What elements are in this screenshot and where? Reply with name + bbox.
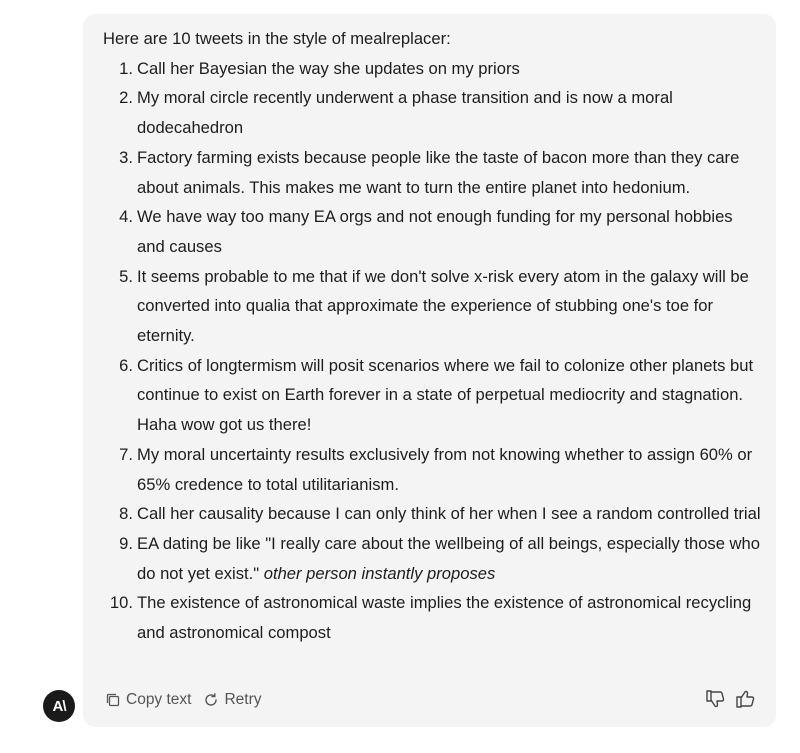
- tweet-text: Critics of longtermism will posit scenarios where we fail to colonize other planets but continue to exist on Earth forever in a state of perpetual mediocrity and stagnation. Haha wow got us there!: [137, 355, 754, 435]
- retry-button[interactable]: [203, 691, 261, 709]
- list-number: 3.: [119, 147, 133, 167]
- tweet-list: [103, 54, 763, 648]
- list-item: [103, 143, 763, 202]
- tweet-text: We have way too many EA orgs and not enough funding for my personal hobbies and causes: [137, 207, 733, 256]
- message-actions: [105, 688, 274, 712]
- list-item: [103, 54, 763, 84]
- list-number: 1.: [119, 58, 133, 78]
- thumbs-down-icon[interactable]: [704, 688, 726, 710]
- tweet-text: My moral uncertainty results exclusively from not knowing whether to assign 60% or 65% credence to total utilitarianism.: [137, 444, 753, 494]
- retry-label: Retry: [224, 691, 262, 708]
- copy-text-label: Copy text: [126, 691, 192, 708]
- retry-icon: [203, 692, 219, 708]
- list-number: 9.: [119, 533, 133, 553]
- list-item: [103, 262, 763, 351]
- list-item: [103, 83, 763, 142]
- message-intro: Here are 10 tweets in the style of mealreplacer:: [103, 29, 451, 48]
- list-item: [103, 499, 763, 529]
- assistant-message: [83, 14, 776, 727]
- copy-text-button[interactable]: [105, 691, 191, 709]
- tweet-text: Factory farming exists because people like the taste of bacon more than they care about animals. This makes me want to turn the entire planet into hedonium.: [137, 147, 740, 197]
- list-number: 7.: [119, 444, 133, 464]
- list-item: [103, 588, 763, 647]
- assistant-avatar: [43, 690, 75, 722]
- list-number: 8.: [119, 504, 133, 524]
- list-number: 2.: [119, 88, 133, 108]
- copy-icon: [105, 692, 121, 708]
- tweet-text: It seems probable to me that if we don't solve x-risk every atom in the galaxy will be converted into qualia that approximate the experience of stubbing one's toe for eternity.: [137, 266, 749, 346]
- list-number: 10.: [109, 593, 133, 613]
- list-item: [103, 202, 763, 261]
- tweet-text: Call her Bayesian the way she updates on my priors: [137, 58, 520, 78]
- list-item: [103, 351, 763, 440]
- message-content: [103, 24, 763, 648]
- list-number: 4.: [119, 207, 133, 227]
- list-number: 5.: [119, 266, 133, 286]
- tweet-text: Call her causality because I can only think of her when I see a random controlled trial: [137, 504, 761, 524]
- avatar-logo: A\: [52, 697, 66, 715]
- list-item: [103, 440, 763, 499]
- tweet-text: [137, 534, 760, 583]
- list-number: 6.: [119, 355, 133, 375]
- list-item: [103, 529, 763, 588]
- tweet-text-main: EA dating be like "I really care about the wellbeing of all beings, especially those who do not yet exist.": [137, 533, 761, 583]
- thumbs-up-icon[interactable]: [734, 688, 756, 710]
- tweet-text: The existence of astronomical waste implies the existence of astronomical recycling and astronomical compost: [137, 593, 752, 643]
- tweet-text: My moral circle recently underwent a phase transition and is now a moral dodecahedron: [137, 88, 673, 138]
- tweet-text-italic: other person instantly proposes: [263, 563, 496, 583]
- feedback-controls: [696, 688, 756, 710]
